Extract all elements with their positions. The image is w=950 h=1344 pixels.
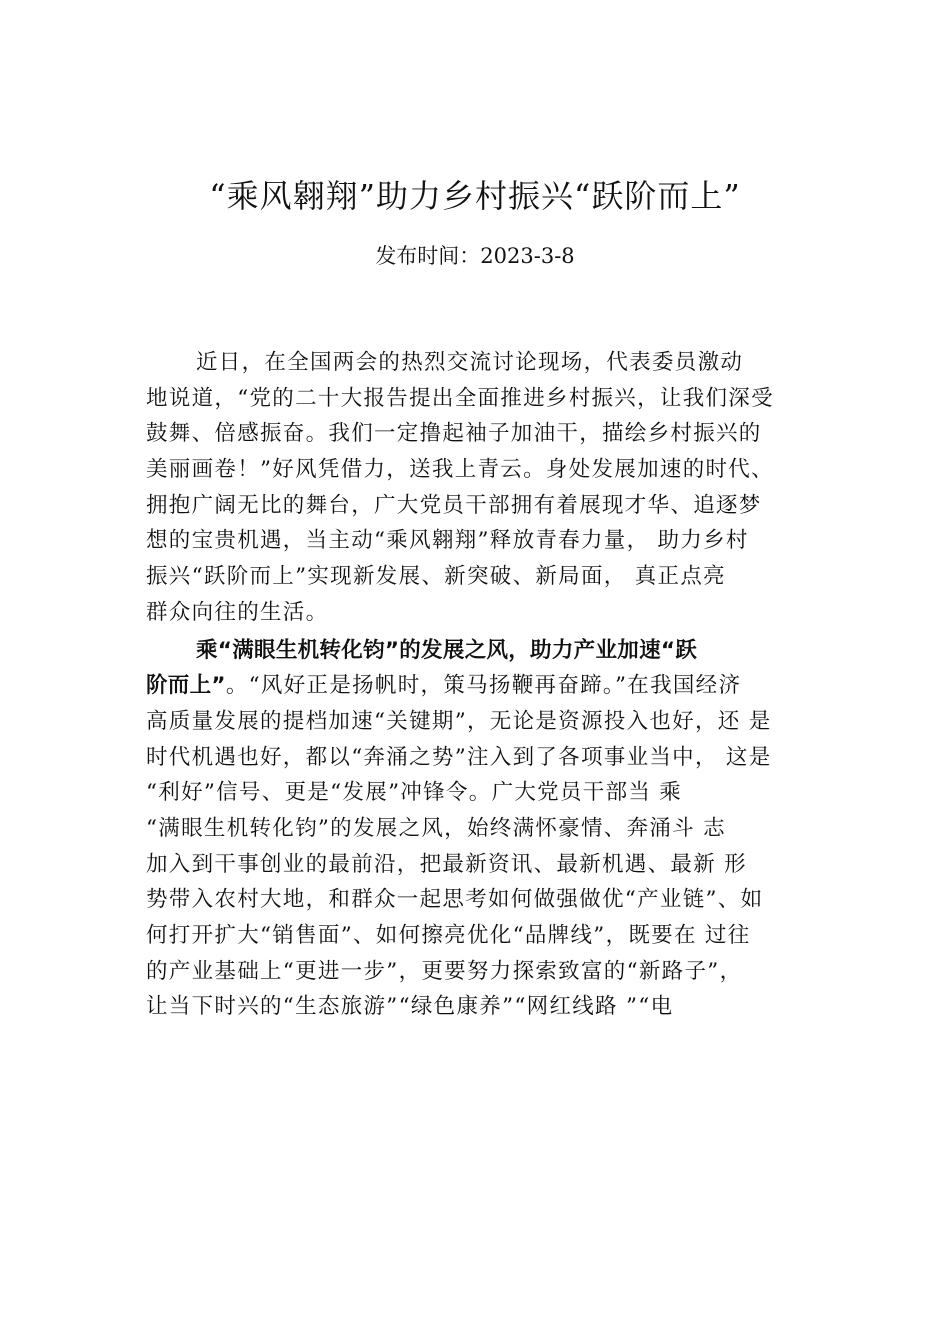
text-line: “满眼生机转化钧”的发展之风，始终满怀豪情、奔涌斗 志 xyxy=(146,815,726,841)
text-line: 鼓舞、倍感振奋。我们一定撸起袖子加油干，描绘乡村振兴的 xyxy=(146,421,762,447)
article-title: “乘风翱翔”助力乡村振兴“跃阶而上” xyxy=(209,177,741,215)
text-line: 高质量发展的提档加速“关键期”，无论是资源投入也好，还 是 xyxy=(146,708,772,734)
text-line: 群众向往的生活。 xyxy=(146,599,329,625)
text-line: 拥抱广阔无比的舞台，广大党员干部拥有着展现才华、追逐梦 xyxy=(146,492,762,518)
text-line: “利好”信号、更是“发展”冲锋令。广大党员干部当 乘 xyxy=(146,780,683,806)
text-line: 的产业基础上“更进一步”，更要努力探索致富的“新路子”， xyxy=(146,958,743,984)
text-line: 让当下时兴的“生态旅游”“绿色康养”“网红线路 ”“电 xyxy=(146,994,674,1020)
section-heading: 乘“满眼生机转化钧”的发展之风，助力产业加速“跃 xyxy=(196,637,698,663)
paragraph-2 xyxy=(146,633,826,1026)
text-line: 时代机遇也好，都以“奔涌之势”注入到了各项事业当中， 这是 xyxy=(146,744,772,770)
text-line-rest: 。“风好正是扬帆时，策马扬鞭再奋蹄。”在我国经济 xyxy=(225,673,742,699)
paragraph-1 xyxy=(146,345,826,631)
text-line: 振兴“跃阶而上”实现新发展、新突破、新局面， 真正点亮 xyxy=(146,564,726,590)
text-line: 势带入农村大地，和群众一起思考如何做强做优“产业链”、如 xyxy=(146,887,764,913)
article-body xyxy=(146,345,826,1025)
text-line: 何打开扩大“销售面”、如何擦亮优化“品牌线”，既要在 过往 xyxy=(146,923,751,948)
text-line: 美丽画卷！”好风凭借力，送我上青云。身处发展加速的时代、 xyxy=(146,457,774,483)
section-heading-continued: 阶而上” xyxy=(146,673,226,699)
text-line: 地说道，“党的二十大报告提出全面推进乡村振兴，让我们深受 xyxy=(146,385,774,411)
publish-date: 发布时间：2023-3-8 xyxy=(375,244,575,268)
text-line: 想的宝贵机遇，当主动“乘风翱翔”释放青春力量， 助力乡村 xyxy=(146,528,749,554)
text-line: 近日，在全国两会的热烈交流讨论现场，代表委员激动 xyxy=(196,350,744,375)
text-line: 加入到干事创业的最前沿，把最新资讯、最新机遇、最新 形 xyxy=(146,851,747,877)
text-line xyxy=(146,668,826,704)
